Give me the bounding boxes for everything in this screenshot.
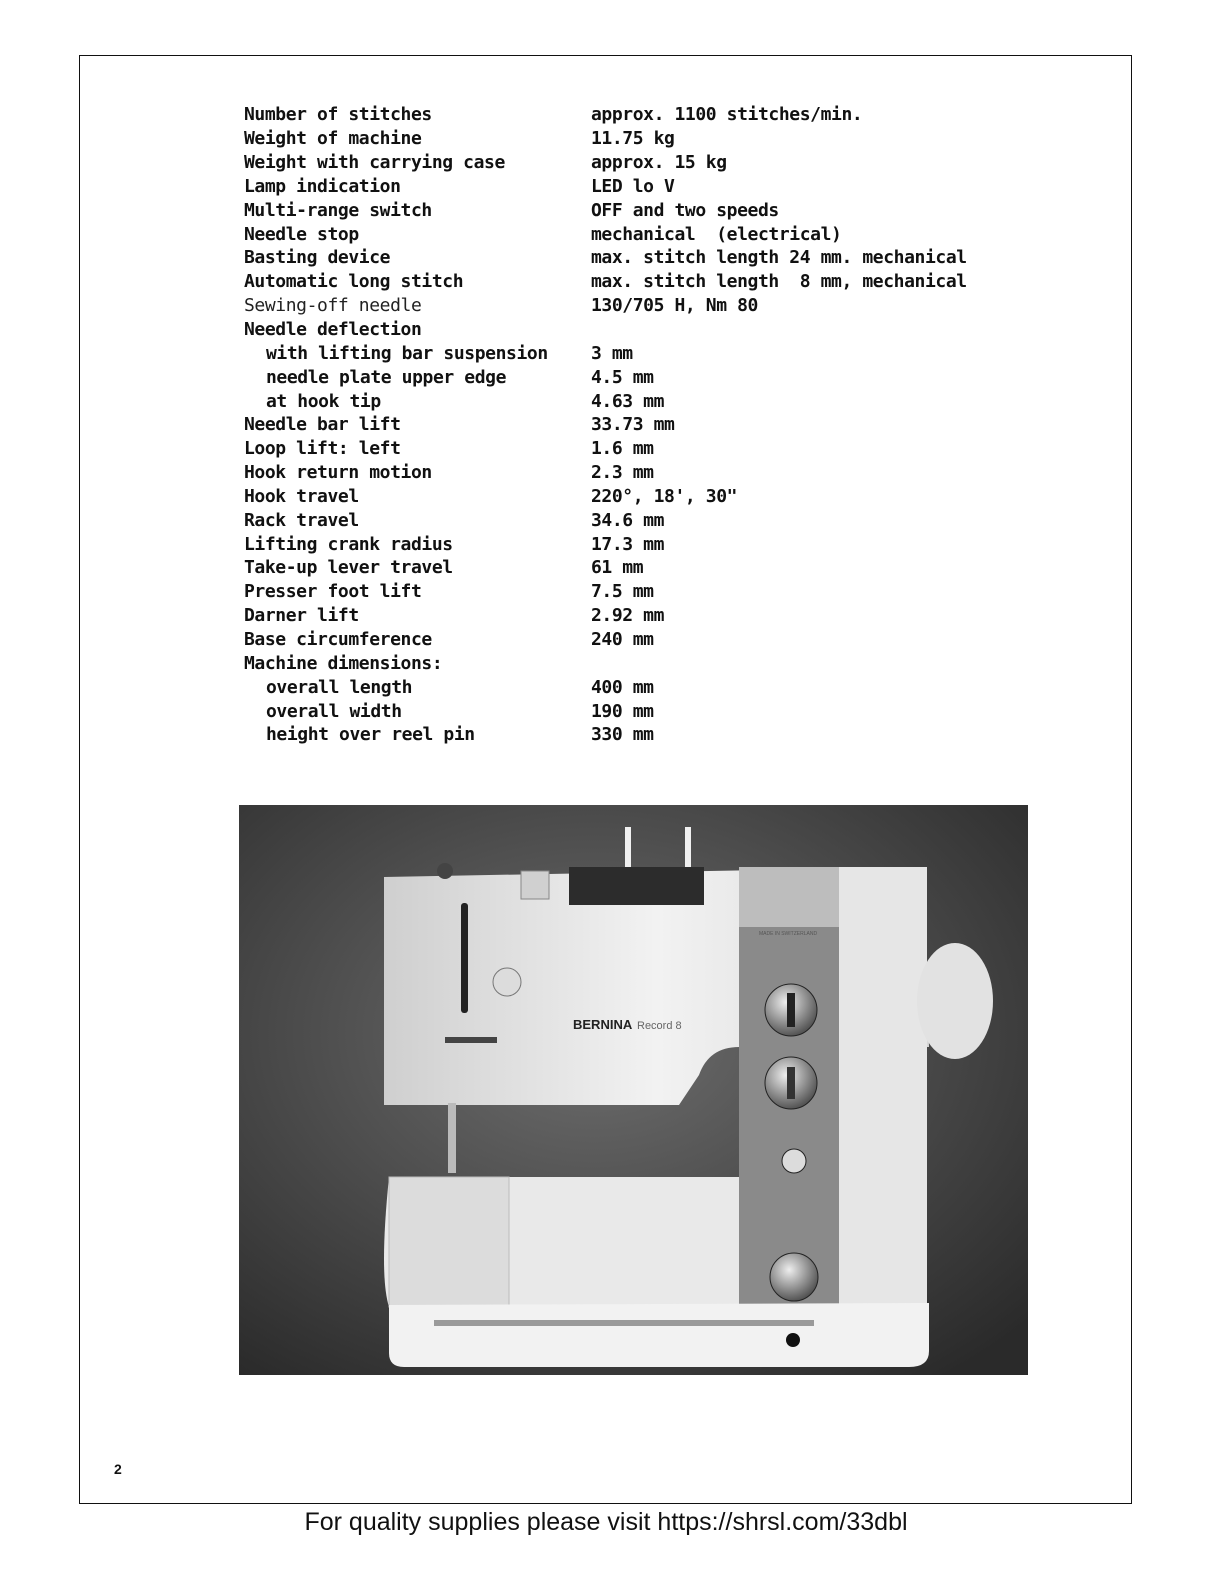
brand-label: BERNINA bbox=[573, 1017, 633, 1032]
head-trim bbox=[445, 1037, 497, 1043]
footer-note: For quality supplies please visit https://shrsl.com/33dbl bbox=[304, 1508, 908, 1536]
spec-row bbox=[244, 270, 967, 294]
spec-value: 61 mm bbox=[591, 557, 644, 579]
spec-value: 17.3 mm bbox=[591, 533, 665, 555]
spec-row bbox=[244, 532, 967, 556]
spec-value: 4.63 mm bbox=[591, 390, 665, 412]
dial-marker bbox=[787, 1067, 795, 1099]
needle-bar bbox=[448, 1103, 456, 1173]
handwheel bbox=[917, 943, 993, 1059]
spec-label: Rack travel bbox=[244, 509, 359, 531]
spec-label: Needle bar lift bbox=[244, 414, 401, 436]
dial-column-top bbox=[739, 867, 839, 927]
spec-label: overall width bbox=[266, 700, 402, 722]
bobbin-winder bbox=[437, 863, 453, 879]
spec-row bbox=[244, 318, 967, 342]
spec-value: 1.6 mm bbox=[591, 438, 654, 460]
spec-value: 400 mm bbox=[591, 676, 654, 698]
spec-label: Weight of machine bbox=[244, 128, 422, 150]
spec-value: 2.92 mm bbox=[591, 605, 665, 627]
spec-row bbox=[244, 341, 967, 365]
spec-value: 190 mm bbox=[591, 700, 654, 722]
spec-label: Automatic long stitch bbox=[244, 271, 464, 293]
spec-label: Weight with carrying case bbox=[244, 152, 505, 174]
spec-label: with lifting bar suspension bbox=[266, 342, 548, 364]
origin-label: MADE IN SWITZERLAND bbox=[759, 931, 818, 937]
spec-row bbox=[244, 365, 967, 389]
spec-row bbox=[244, 198, 967, 222]
spec-label: at hook tip bbox=[266, 390, 381, 412]
tension-dial bbox=[493, 968, 521, 996]
spec-value: 130/705 H, Nm 80 bbox=[591, 295, 758, 317]
pattern-selector-dial bbox=[770, 1253, 818, 1301]
spec-row bbox=[244, 508, 967, 532]
spec-label: Hook travel bbox=[244, 485, 359, 507]
spec-label: Take-up lever travel bbox=[244, 557, 453, 579]
spec-value: mechanical (electrical) bbox=[591, 223, 842, 245]
spec-value: max. stitch length 8 mm, mechanical bbox=[591, 271, 967, 293]
spec-label: Lamp indication bbox=[244, 175, 401, 197]
take-up-lever bbox=[461, 903, 468, 1013]
spec-label: Machine dimensions: bbox=[244, 652, 443, 674]
machine-base bbox=[389, 1303, 929, 1367]
spec-label: Multi-range switch bbox=[244, 199, 432, 221]
needle-position-dial bbox=[782, 1149, 806, 1173]
spec-row bbox=[244, 222, 967, 246]
model-label: Record 8 bbox=[637, 1020, 682, 1032]
spec-label: Sewing-off needle bbox=[244, 295, 422, 317]
spec-value: 33.73 mm bbox=[591, 414, 675, 436]
spec-row bbox=[244, 437, 967, 461]
spec-row bbox=[244, 651, 967, 675]
sewing-machine-photo bbox=[239, 805, 1028, 1375]
spec-row bbox=[244, 556, 967, 580]
spec-label: Presser foot lift bbox=[244, 581, 422, 603]
spec-row bbox=[244, 628, 967, 652]
spec-value: 330 mm bbox=[591, 724, 654, 746]
spec-row bbox=[244, 413, 967, 437]
spec-label: height over reel pin bbox=[266, 724, 475, 746]
spec-row bbox=[244, 485, 967, 509]
spec-label: Basting device bbox=[244, 247, 391, 269]
spec-row bbox=[244, 294, 967, 318]
window-display bbox=[521, 871, 549, 899]
page-number: 2 bbox=[114, 1461, 122, 1477]
bobbin-cover bbox=[389, 1177, 509, 1307]
spec-row bbox=[244, 175, 967, 199]
spec-label: overall length bbox=[266, 676, 413, 698]
spec-label: Lifting crank radius bbox=[244, 533, 453, 555]
spec-value: OFF and two speeds bbox=[591, 199, 779, 221]
spec-value: approx. 15 kg bbox=[591, 152, 727, 174]
spec-row bbox=[244, 127, 967, 151]
spec-label: Number of stitches bbox=[244, 104, 432, 126]
spec-value: 7.5 mm bbox=[591, 581, 654, 603]
spec-value: LED lo V bbox=[591, 175, 675, 197]
spec-label: needle plate upper edge bbox=[266, 366, 507, 388]
spec-value: 11.75 kg bbox=[591, 128, 675, 150]
spec-label: Hook return motion bbox=[244, 462, 432, 484]
spec-label: Base circumference bbox=[244, 628, 432, 650]
spec-row bbox=[244, 580, 967, 604]
spec-value: max. stitch length 24 mm. mechanical bbox=[591, 247, 967, 269]
spec-value: 34.6 mm bbox=[591, 509, 665, 531]
spec-value: 2.3 mm bbox=[591, 462, 654, 484]
spec-row bbox=[244, 604, 967, 628]
spec-row bbox=[244, 246, 967, 270]
dial-marker bbox=[787, 993, 795, 1027]
spec-row bbox=[244, 151, 967, 175]
spec-value: 240 mm bbox=[591, 628, 654, 650]
spec-value: 4.5 mm bbox=[591, 366, 654, 388]
spec-label: Loop lift: left bbox=[244, 438, 401, 460]
spec-value: approx. 1100 stitches/min. bbox=[591, 104, 863, 126]
spec-row bbox=[244, 103, 967, 127]
spec-row bbox=[244, 675, 967, 699]
spec-row bbox=[244, 699, 967, 723]
spec-label: Needle stop bbox=[244, 223, 359, 245]
spec-table bbox=[244, 103, 967, 747]
spec-label: Needle deflection bbox=[244, 319, 422, 341]
foot-control-socket bbox=[786, 1333, 800, 1347]
machine-right-side bbox=[839, 867, 927, 1307]
spec-value: 220°, 18', 30" bbox=[591, 485, 738, 507]
spec-row bbox=[244, 723, 967, 747]
spec-value: 3 mm bbox=[591, 342, 633, 364]
spec-row bbox=[244, 389, 967, 413]
spec-label: Darner lift bbox=[244, 605, 359, 627]
control-panel bbox=[569, 867, 704, 905]
spec-row bbox=[244, 461, 967, 485]
ruler-scale bbox=[434, 1320, 814, 1326]
